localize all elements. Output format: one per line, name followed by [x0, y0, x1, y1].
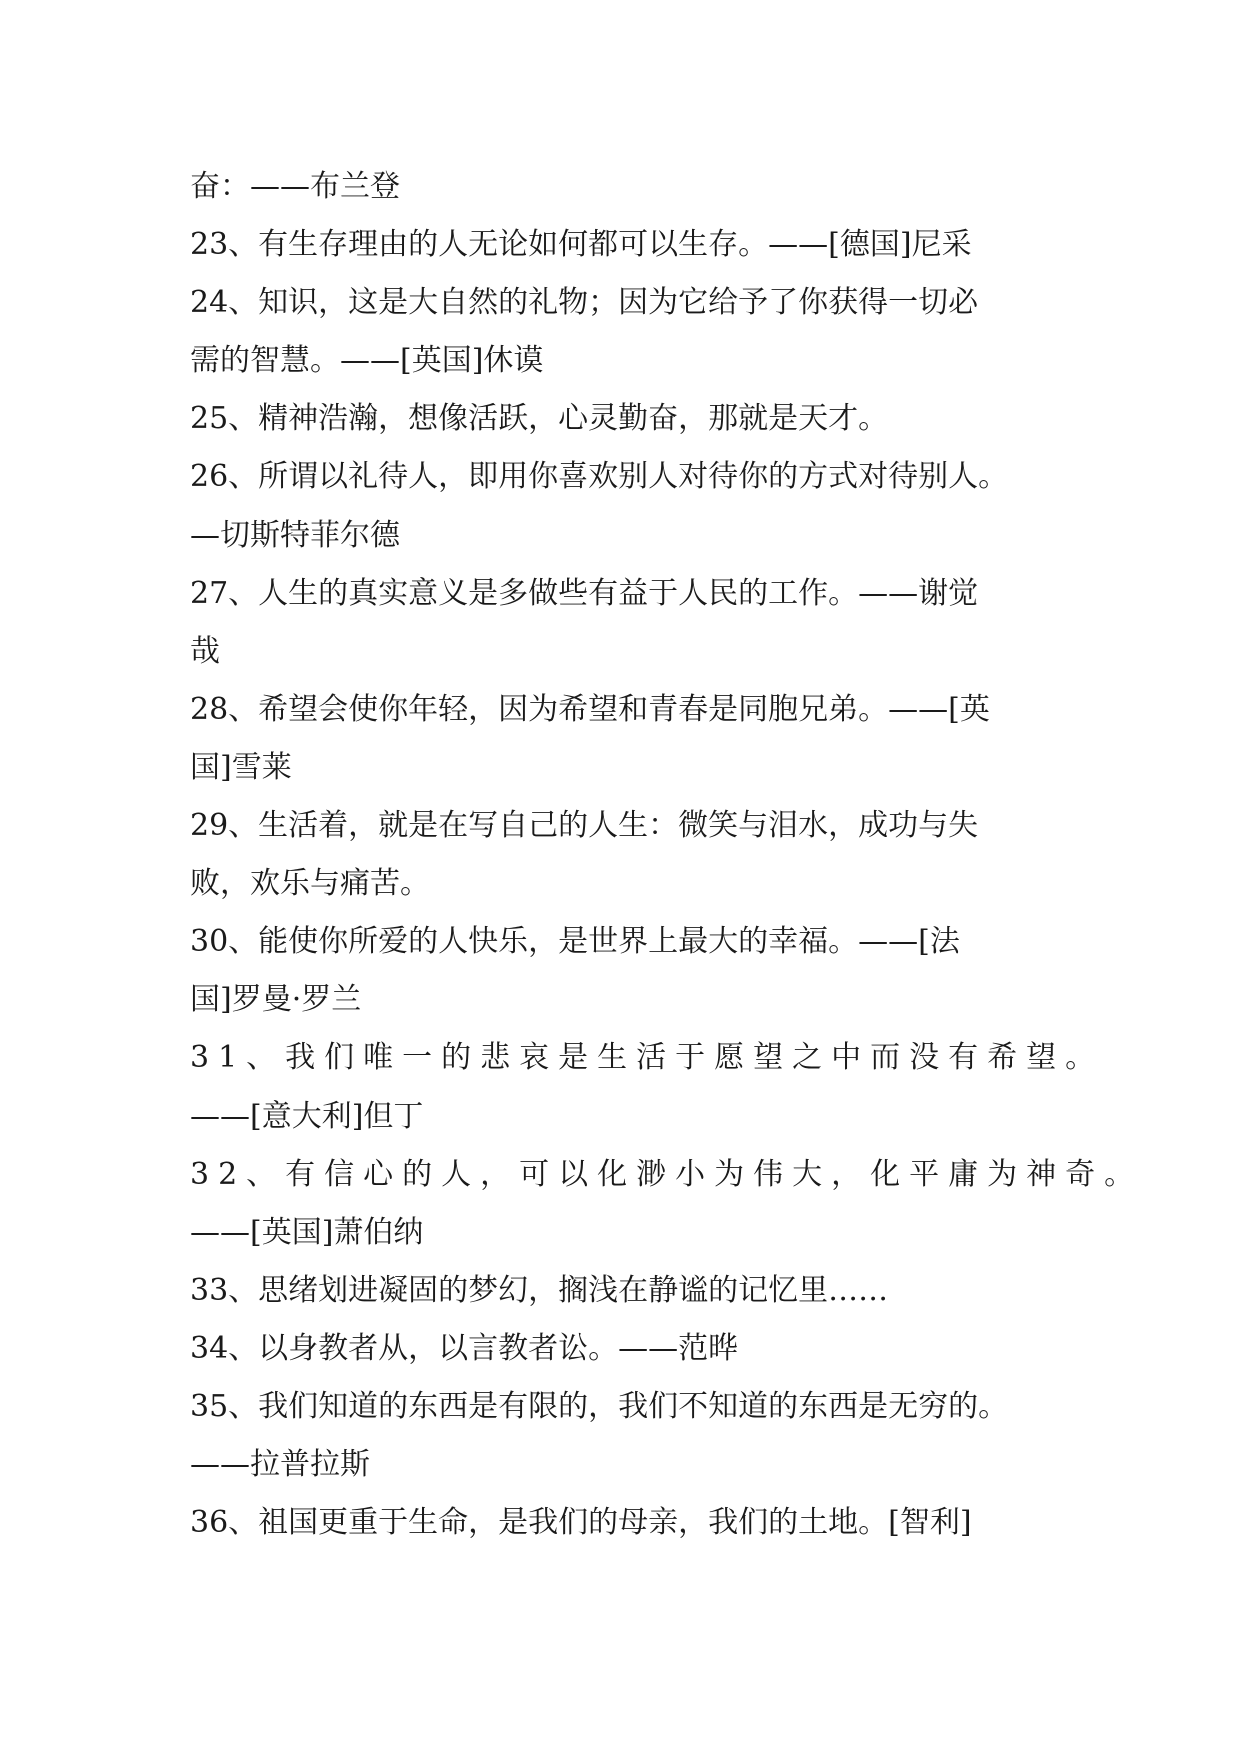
- text-line: 需的智慧。——[英国]休谟: [190, 343, 544, 379]
- text-line: 33、思绪划进凝固的梦幻，搁浅在静谧的记忆里……: [190, 1272, 889, 1308]
- text-line: 28、希望会使你年轻，因为希望和青春是同胞兄弟。——[英: [190, 691, 990, 727]
- text-line: —切斯特菲尔德: [190, 517, 400, 553]
- text-line: ——[英国]萧伯纳: [190, 1214, 424, 1250]
- text-line: 31、我们唯一的悲哀是生活于愿望之中而没有希望。: [190, 1040, 1105, 1076]
- text-line: 29、生活着，就是在写自己的人生：微笑与泪水，成功与失: [190, 808, 979, 844]
- text-line: 34、以身教者从，以言教者讼。——范晔: [190, 1330, 739, 1366]
- text-line: 国]罗曼·罗兰: [190, 982, 362, 1018]
- text-line: 35、我们知道的东西是有限的，我们不知道的东西是无穷的。: [190, 1388, 1009, 1424]
- text-line: 27、人生的真实意义是多做些有益于人民的工作。——谢觉: [190, 575, 979, 611]
- text-line: ——拉普拉斯: [190, 1447, 370, 1483]
- text-line: 25、精神浩瀚，想像活跃，心灵勤奋，那就是天才。: [190, 401, 889, 437]
- text-line: 30、能使你所爱的人快乐，是世界上最大的幸福。——[法: [190, 924, 960, 960]
- text-line: 36、祖国更重于生命，是我们的母亲，我们的土地。[智利]: [190, 1505, 972, 1541]
- text-line: 国]雪莱: [190, 749, 292, 785]
- text-line: 败，欢乐与痛苦。: [190, 866, 430, 902]
- text-line: 23、有生存理由的人无论如何都可以生存。——[德国]尼采: [190, 227, 972, 263]
- text-line: 哉: [190, 633, 220, 669]
- quote-text-column: [190, 158, 1144, 1552]
- text-line: 32、有信心的人，可以化渺小为伟大，化平庸为神奇。: [190, 1156, 1144, 1192]
- text-line: 24、知识，这是大自然的礼物；因为它给予了你获得一切必: [190, 285, 979, 321]
- text-line: ——[意大利]但丁: [190, 1098, 424, 1134]
- text-line: 26、所谓以礼待人，即用你喜欢别人对待你的方式对待别人。: [190, 459, 1009, 495]
- text-line: 奋：——布兰登: [190, 169, 400, 204]
